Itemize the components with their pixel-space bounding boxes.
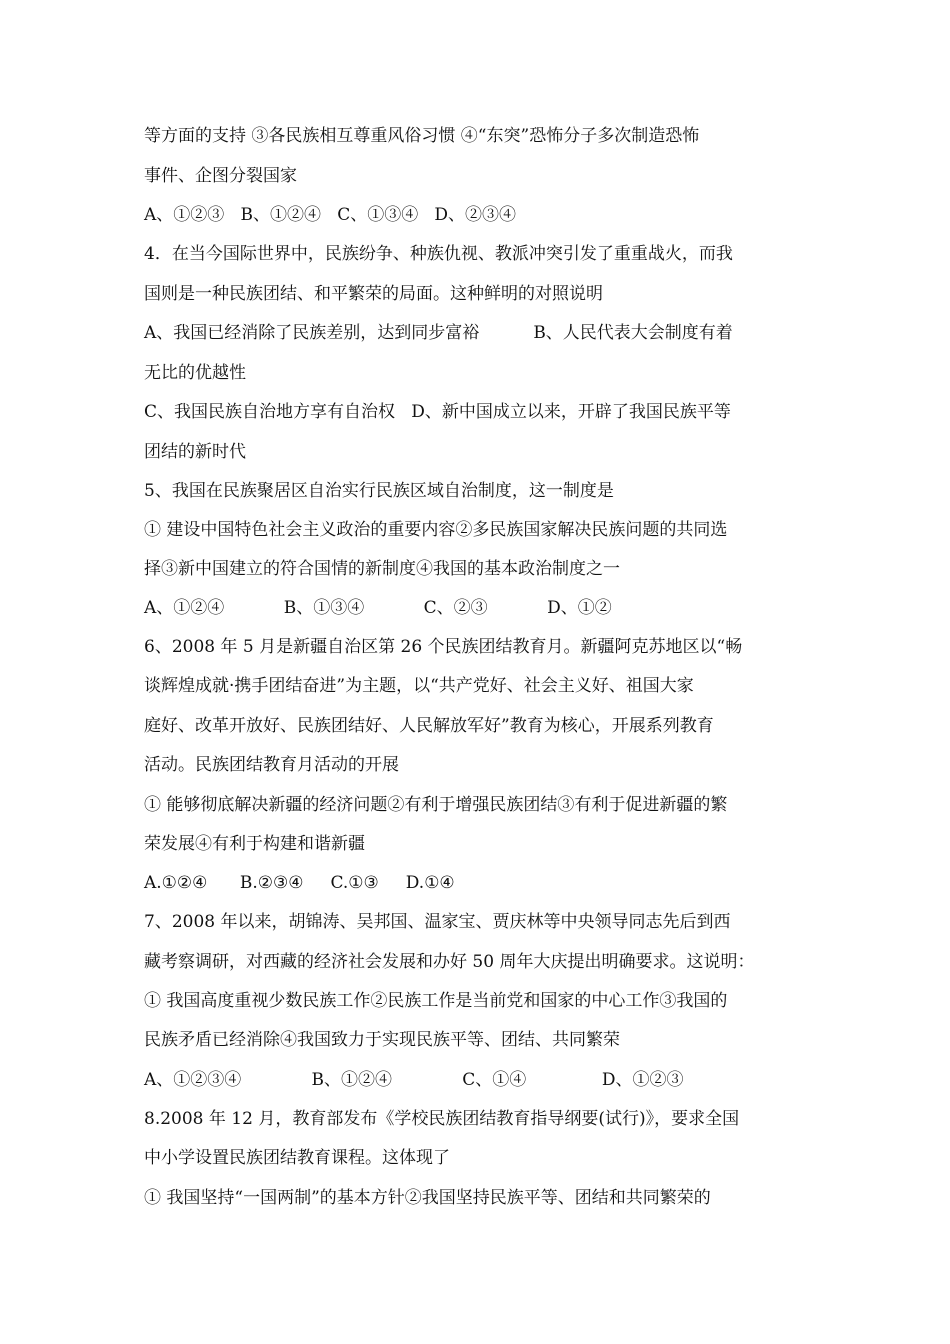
text-line: 无比的优越性: [144, 363, 246, 383]
text-line: ① 我国坚持“一国两制”的基本方针②我国坚持民族平等、团结和共同繁荣的: [144, 1188, 711, 1208]
text-line: ① 建设中国特色社会主义政治的重要内容②多民族国家解决民族问题的共同选: [144, 520, 728, 540]
question-5: 5、我国在民族聚居区自治实行民族区域自治制度，这一制度是: [144, 481, 614, 501]
text-line: 荣发展④有利于构建和谐新疆: [144, 834, 365, 854]
text-line: 活动。民族团结教育月活动的开展: [144, 755, 399, 775]
question-8: 8.2008 年 12 月，教育部发布《学校民族团结教育指导纲要(试行)》，要求全国: [144, 1109, 740, 1129]
text-line: 中小学设置民族团结教育课程。这体现了: [144, 1148, 450, 1168]
options-line: A、①②③ B、①②④ C、①③④ D、②③④: [144, 205, 517, 225]
text-line: ① 我国高度重视少数民族工作②民族工作是当前党和国家的中心工作③我国的: [144, 991, 728, 1011]
text-line: 国则是一种民族团结、和平繁荣的局面。这种鲜明的对照说明: [144, 284, 603, 304]
text-line: 等方面的支持 ③各民族相互尊重风俗习惯 ④“东突”恐怖分子多次制造恐怖: [144, 126, 700, 146]
options-line: A、①②④ B、①③④ C、②③ D、①②: [144, 598, 612, 618]
text-line: 择③新中国建立的符合国情的新制度④我国的基本政治制度之一: [144, 559, 620, 579]
options-line: A.①②④ B.②③④ C.①③ D.①④: [144, 873, 455, 893]
text-line: ① 能够彻底解决新疆的经济问题②有利于增强民族团结③有利于促进新疆的繁: [144, 795, 728, 815]
text-line: 民族矛盾已经消除④我国致力于实现民族平等、团结、共同繁荣: [144, 1030, 620, 1050]
options-line: A、我国已经消除了民族差别，达到同步富裕 B、人民代表大会制度有着: [144, 323, 733, 343]
text-line: 事件、企图分裂国家: [144, 166, 297, 186]
options-line: A、①②③④ B、①②④ C、①④ D、①②③: [144, 1070, 684, 1090]
text-line: 团结的新时代: [144, 442, 246, 462]
text-line: 谈辉煌成就·携手团结奋进”为主题，以“共产党好、社会主义好、祖国大家: [144, 676, 694, 696]
question-4: 4．在当今国际世界中，民族纷争、种族仇视、教派冲突引发了重重战火，而我: [144, 244, 733, 264]
question-6: 6、2008 年 5 月是新疆自治区第 26 个民族团结教育月。新疆阿克苏地区以“畅: [144, 637, 743, 657]
text-line: 藏考察调研，对西藏的经济社会发展和办好 50 周年大庆提出明确要求。这说明：: [144, 952, 755, 972]
text-line: 庭好、改革开放好、民族团结好、人民解放军好”教育为核心，开展系列教育: [144, 716, 714, 736]
options-line: C、我国民族自治地方享有自治权 D、新中国成立以来，开辟了我国民族平等: [144, 402, 731, 422]
question-7: 7、2008 年以来，胡锦涛、吴邦国、温家宝、贾庆林等中央领导同志先后到西: [144, 912, 731, 932]
